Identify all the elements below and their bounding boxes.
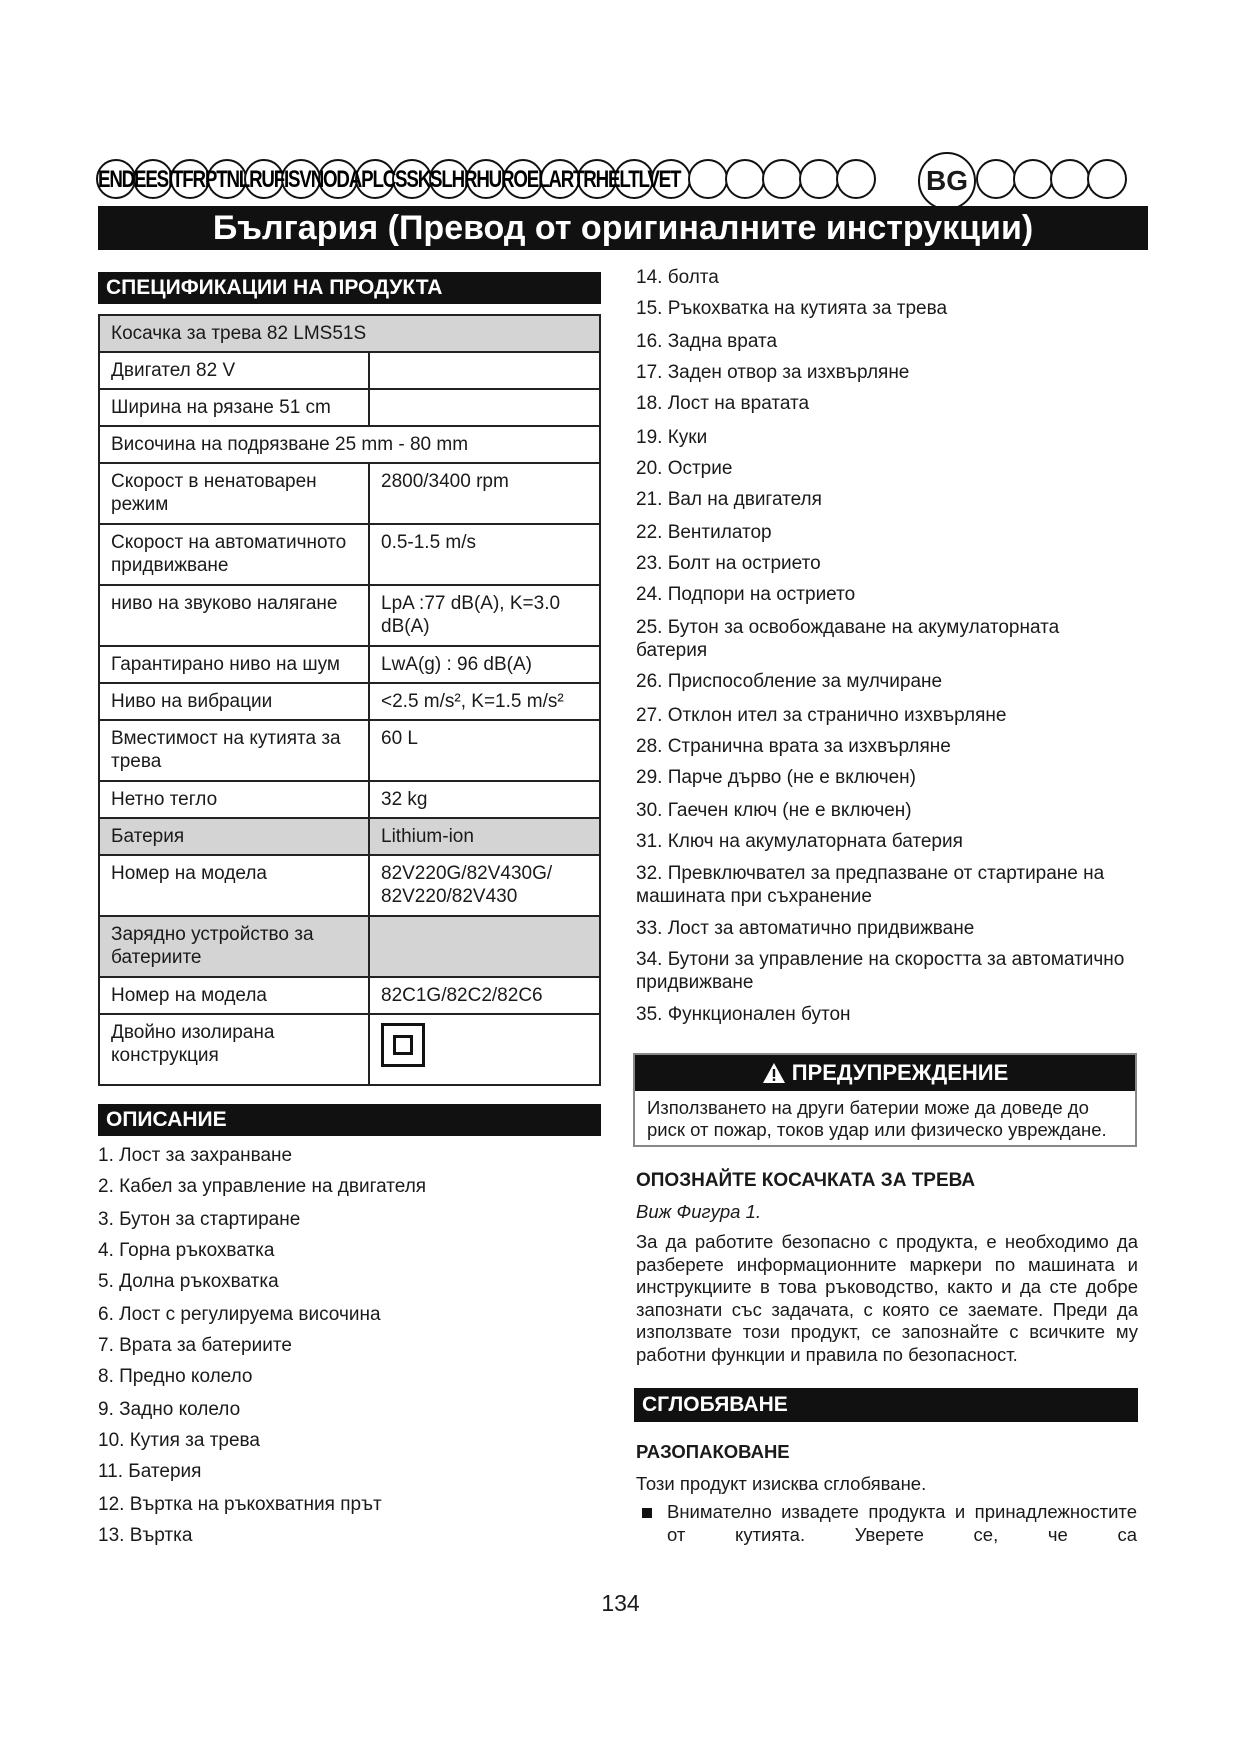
list-item: 22. Вентилатор bbox=[636, 522, 772, 543]
spec-row bbox=[99, 916, 600, 977]
spec-label: Скорост в ненатоварен режим bbox=[99, 463, 369, 524]
list-item: 6. Лост с регулируема височина bbox=[98, 1304, 381, 1325]
spec-label: Двигател 82 V bbox=[99, 352, 369, 389]
spec-value bbox=[369, 1014, 600, 1085]
spec-row bbox=[99, 389, 600, 426]
spec-value bbox=[369, 389, 600, 426]
list-item: 1. Лост за захранване bbox=[98, 1145, 293, 1166]
spec-row bbox=[99, 585, 600, 646]
spec-label: Височина на подрязване 25 mm - 80 mm bbox=[99, 426, 600, 463]
warning-header bbox=[635, 1055, 1135, 1091]
assembly-bullet-text: Внимателно извадете продукта и принадлежностите от кутията. Уверете се, че са bbox=[667, 1501, 1137, 1545]
spec-row bbox=[99, 352, 600, 389]
figure-reference: Виж Фигура 1. bbox=[636, 1201, 762, 1222]
spec-value: LwA(g) : 96 dB(A) bbox=[369, 646, 600, 683]
list-item: 14. болта bbox=[636, 267, 719, 288]
spec-value: 82C1G/82C2/82C6 bbox=[369, 977, 600, 1014]
list-item: 11. Батерия bbox=[98, 1461, 202, 1482]
spec-label: Номер на модела bbox=[99, 977, 369, 1014]
list-item: 21. Вал на двигателя bbox=[636, 489, 822, 510]
list-item: 3. Бутон за стартиране bbox=[98, 1209, 301, 1230]
spec-label: Батерия bbox=[99, 818, 369, 855]
page-title: България (Превод от оригиналните инструкции) bbox=[98, 206, 1148, 250]
list-item: 29. Парче дърво (не е включен) bbox=[636, 767, 916, 788]
spec-row bbox=[99, 315, 600, 352]
list-item: 34. Бутони за управление на скоростта за автоматично придвижване bbox=[636, 949, 1125, 993]
list-item: 32. Превключвател за предпазване от стартиране на машината при съхранение bbox=[636, 863, 1105, 907]
spec-label: Зарядно устройство за батериите bbox=[99, 916, 369, 977]
language-codes: ENDEESITFRPTNLRUFISVNODAPLCSSKSLHRHUROELARTRHELTLVET bbox=[98, 166, 681, 193]
warning-box bbox=[633, 1053, 1137, 1147]
spec-label: Вместимост на кутията за трева bbox=[99, 720, 369, 781]
spec-row bbox=[99, 720, 600, 781]
spec-value: 0.5-1.5 m/s bbox=[369, 524, 600, 585]
list-item: 12. Въртка на ръкохватния прът bbox=[98, 1494, 382, 1515]
bullet-icon bbox=[642, 1508, 652, 1518]
spec-row bbox=[99, 524, 600, 585]
warning-triangle-icon bbox=[762, 1062, 786, 1084]
double-insulation-icon bbox=[381, 1023, 425, 1067]
spec-value: 60 L bbox=[369, 720, 600, 781]
spec-label: Ширина на рязане 51 cm bbox=[99, 389, 369, 426]
language-strip bbox=[96, 158, 1150, 204]
spec-label: Ниво на вибрации bbox=[99, 683, 369, 720]
specs-table bbox=[98, 314, 601, 1086]
spec-label: Двойно изолирана конструкция bbox=[99, 1014, 369, 1085]
specs-heading: СПЕЦИФИКАЦИИ НА ПРОДУКТА bbox=[98, 272, 601, 304]
warning-text: Използването на други батерии може да доведе до риск от пожар, токов удар или физическо увреждане. bbox=[647, 1097, 1107, 1140]
spec-value: 32 kg bbox=[369, 781, 600, 818]
spec-row bbox=[99, 646, 600, 683]
list-item: 24. Подпори на острието bbox=[636, 584, 856, 605]
list-item: 19. Куки bbox=[636, 427, 708, 448]
language-badge-bg: BG bbox=[918, 152, 976, 210]
page-number: 134 bbox=[601, 1590, 640, 1616]
spec-row bbox=[99, 781, 600, 818]
assembly-intro: Този продукт изисква сглобяване. bbox=[636, 1473, 927, 1494]
spec-row bbox=[99, 1014, 600, 1085]
spec-value: <2.5 m/s², K=1.5 m/s² bbox=[369, 683, 600, 720]
spec-label: Скорост на автоматичното придвижване bbox=[99, 524, 369, 585]
list-item: 18. Лост на вратата bbox=[636, 393, 810, 414]
list-item: 4. Горна ръкохватка bbox=[98, 1240, 275, 1261]
list-item: 2. Кабел за управление на двигателя bbox=[98, 1176, 427, 1197]
spec-value: Lithium-ion bbox=[369, 818, 600, 855]
list-item: 5. Долна ръкохватка bbox=[98, 1271, 279, 1292]
list-item: 35. Функционален бутон bbox=[636, 1004, 851, 1025]
spec-row bbox=[99, 426, 600, 463]
list-item: 28. Странична врата за изхвърляне bbox=[636, 736, 951, 757]
list-item: 25. Бутон за освобождаване на акумулаторната батерия bbox=[636, 617, 1060, 661]
list-item: 23. Болт на острието bbox=[636, 553, 821, 574]
description-heading: ОПИСАНИЕ bbox=[98, 1104, 601, 1136]
list-item: 26. Приспособление за мулчиране bbox=[636, 671, 943, 692]
list-item: 10. Кутия за трева bbox=[98, 1430, 260, 1451]
spec-row bbox=[99, 463, 600, 524]
spec-row bbox=[99, 818, 600, 855]
list-item: 33. Лост за автоматично придвижване bbox=[636, 918, 975, 939]
spec-label: Косачка за трева 82 LMS51S bbox=[99, 315, 600, 352]
spec-value: LpA :77 dB(A), K=3.0 dB(A) bbox=[369, 585, 600, 646]
spec-value bbox=[369, 352, 600, 389]
list-item: 15. Ръкохватка на кутията за трева bbox=[636, 298, 948, 319]
list-item: 30. Гаечен ключ (не е включен) bbox=[636, 800, 912, 821]
warning-heading: ПРЕДУПРЕЖДЕНИЕ bbox=[791, 1060, 1009, 1085]
spec-value bbox=[369, 916, 600, 977]
spec-label: ниво на звуково налягане bbox=[99, 585, 369, 646]
list-item: 7. Врата за батериите bbox=[98, 1335, 292, 1356]
list-item: 8. Предно колело bbox=[98, 1366, 253, 1387]
unpacking-heading: РАЗОПАКОВАНЕ bbox=[636, 1441, 790, 1462]
list-item: 17. Заден отвор за изхвърляне bbox=[636, 362, 910, 383]
spec-row bbox=[99, 855, 600, 916]
know-paragraph: За да работите безопасно с продукта, е необходимо да разберете информационните маркери по машината и инструкциите в това ръководство, както и да сте добре запознати със задачата, с която се заемате. Преди да използвате този продукт, се запознайте с всичките му работни функции и правила по безопасност. bbox=[636, 1231, 1138, 1365]
spec-label: Номер на модела bbox=[99, 855, 369, 916]
spec-row bbox=[99, 977, 600, 1014]
list-item: 27. Отклон ител за странично изхвърляне bbox=[636, 705, 1007, 726]
list-item: 20. Острие bbox=[636, 458, 733, 479]
know-heading: ОПОЗНАЙТЕ КОСАЧКАТА ЗА ТРЕВА bbox=[636, 1170, 976, 1191]
spec-value: 82V220G/82V430G/ 82V220/82V430 bbox=[369, 855, 600, 916]
spec-label: Нетно тегло bbox=[99, 781, 369, 818]
assembly-heading: СГЛОБЯВАНЕ bbox=[634, 1388, 1138, 1422]
spec-label: Гарантирано ниво на шум bbox=[99, 646, 369, 683]
spec-value: 2800/3400 rpm bbox=[369, 463, 600, 524]
list-item: 31. Ключ на акумулаторната батерия bbox=[636, 831, 963, 852]
list-item: 16. Задна врата bbox=[636, 331, 778, 352]
list-item: 13. Въртка bbox=[98, 1525, 193, 1546]
spec-row bbox=[99, 683, 600, 720]
language-circles-right bbox=[976, 158, 1124, 199]
list-item: 9. Задно колело bbox=[98, 1399, 241, 1420]
